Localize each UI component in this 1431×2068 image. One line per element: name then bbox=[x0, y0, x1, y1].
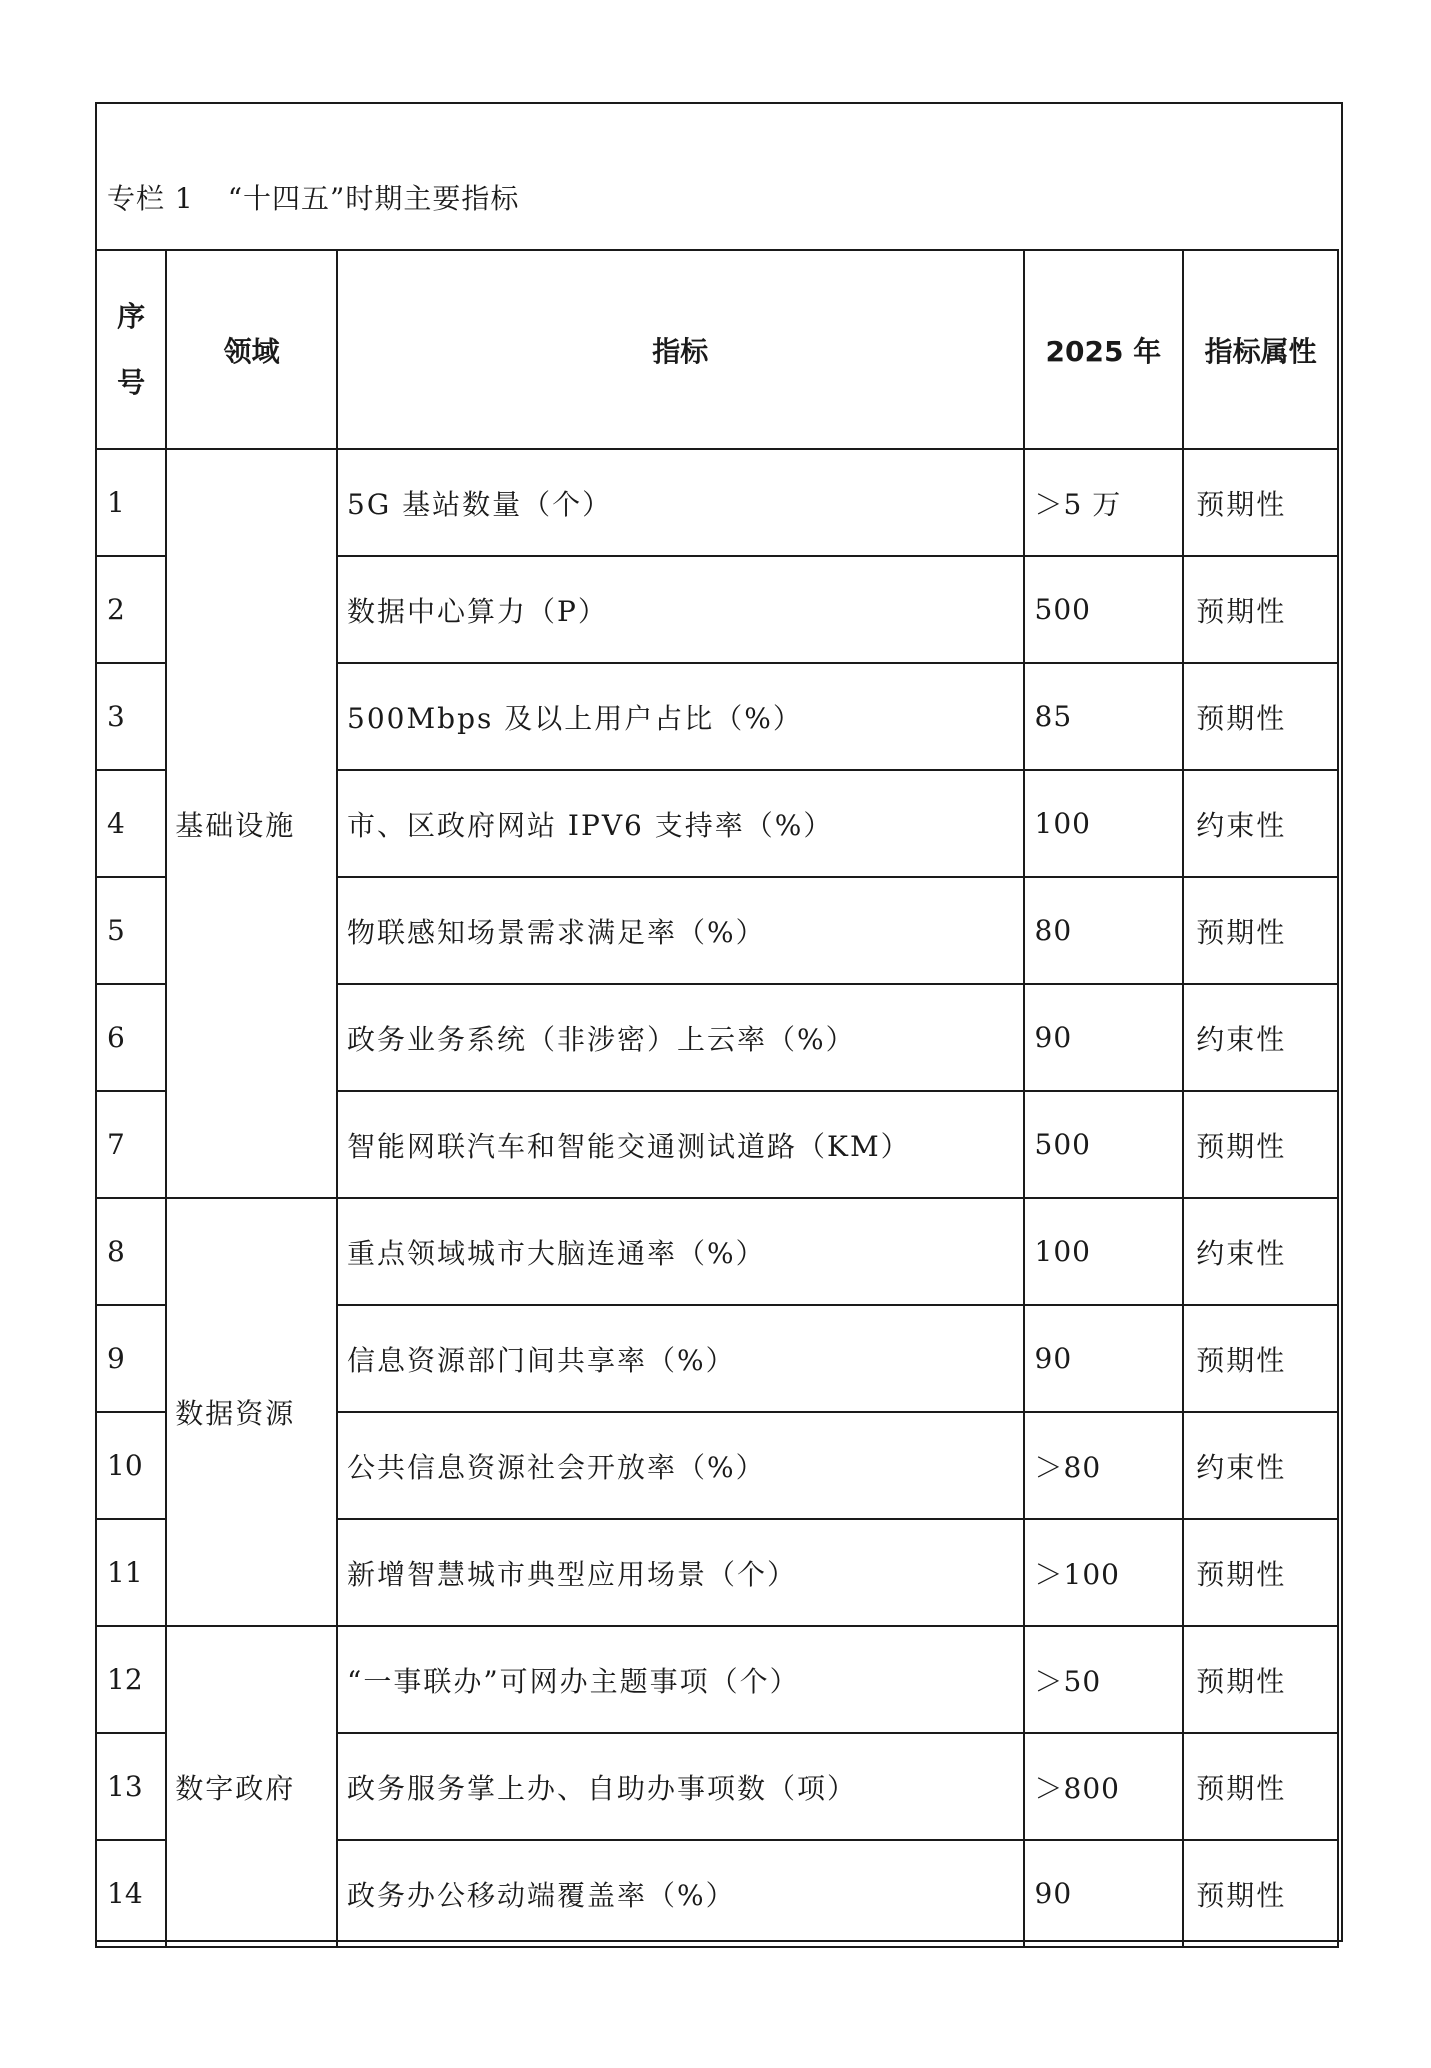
header-seq bbox=[96, 250, 166, 449]
attribute-cell: 预期性 bbox=[1183, 556, 1338, 663]
row-number: 12 bbox=[96, 1626, 166, 1733]
header-year: 2025 年 bbox=[1024, 250, 1184, 449]
target-value-cell: 100 bbox=[1024, 1198, 1184, 1305]
target-value-cell: 500 bbox=[1024, 556, 1184, 663]
row-number: 8 bbox=[96, 1198, 166, 1305]
indicator-cell: 政务办公移动端覆盖率（%） bbox=[337, 1840, 1024, 1947]
target-value-cell: ＞100 bbox=[1024, 1519, 1184, 1626]
row-number: 13 bbox=[96, 1733, 166, 1840]
target-value-cell: 90 bbox=[1024, 1840, 1184, 1947]
target-value-cell: 85 bbox=[1024, 663, 1184, 770]
header-seq-bottom: 号 bbox=[117, 365, 146, 399]
indicator-cell: 5G 基站数量（个） bbox=[337, 449, 1024, 556]
indicator-cell: 信息资源部门间共享率（%） bbox=[337, 1305, 1024, 1412]
domain-cell: 数据资源 bbox=[166, 1198, 337, 1626]
domain-cell: 基础设施 bbox=[166, 449, 337, 1198]
row-number: 9 bbox=[96, 1305, 166, 1412]
caption-label: 专栏 1 bbox=[107, 182, 194, 215]
attribute-cell: 预期性 bbox=[1183, 1626, 1338, 1733]
row-number: 11 bbox=[96, 1519, 166, 1626]
indicator-cell: 重点领域城市大脑连通率（%） bbox=[337, 1198, 1024, 1305]
header-seq-top: 序 bbox=[117, 299, 146, 333]
attribute-cell: 约束性 bbox=[1183, 984, 1338, 1091]
row-number: 10 bbox=[96, 1412, 166, 1519]
table-row bbox=[96, 449, 1338, 556]
target-value-cell: 80 bbox=[1024, 877, 1184, 984]
row-number: 5 bbox=[96, 877, 166, 984]
attribute-cell: 预期性 bbox=[1183, 663, 1338, 770]
caption-title: “十四五”时期主要指标 bbox=[227, 182, 520, 215]
attribute-cell: 预期性 bbox=[1183, 1733, 1338, 1840]
indicator-cell: 智能网联汽车和智能交通测试道路（KM） bbox=[337, 1091, 1024, 1198]
target-value-cell: ＞50 bbox=[1024, 1626, 1184, 1733]
domain-cell: 数字政府 bbox=[166, 1626, 337, 1947]
target-value-cell: 100 bbox=[1024, 770, 1184, 877]
indicator-cell: 物联感知场景需求满足率（%） bbox=[337, 877, 1024, 984]
row-number: 3 bbox=[96, 663, 166, 770]
attribute-cell: 预期性 bbox=[1183, 449, 1338, 556]
target-value-cell: 90 bbox=[1024, 984, 1184, 1091]
attribute-cell: 预期性 bbox=[1183, 1091, 1338, 1198]
row-number: 7 bbox=[96, 1091, 166, 1198]
header-indicator: 指标 bbox=[337, 250, 1024, 449]
target-value-cell: ＞80 bbox=[1024, 1412, 1184, 1519]
target-value-cell: 90 bbox=[1024, 1305, 1184, 1412]
attribute-cell: 预期性 bbox=[1183, 1305, 1338, 1412]
row-number: 1 bbox=[96, 449, 166, 556]
table-body bbox=[96, 449, 1338, 1947]
indicator-cell: 500Mbps 及以上用户占比（%） bbox=[337, 663, 1024, 770]
indicator-cell: 公共信息资源社会开放率（%） bbox=[337, 1412, 1024, 1519]
target-value-cell: ＞5 万 bbox=[1024, 449, 1184, 556]
attribute-cell: 约束性 bbox=[1183, 1198, 1338, 1305]
indicator-cell: “一事联办”可网办主题事项（个） bbox=[337, 1626, 1024, 1733]
attribute-cell: 预期性 bbox=[1183, 1519, 1338, 1626]
indicator-cell: 数据中心算力（P） bbox=[337, 556, 1024, 663]
indicator-cell: 政务业务系统（非涉密）上云率（%） bbox=[337, 984, 1024, 1091]
table-row bbox=[96, 1626, 1338, 1733]
indicator-table bbox=[95, 249, 1339, 1948]
row-number: 6 bbox=[96, 984, 166, 1091]
indicator-cell: 新增智慧城市典型应用场景（个） bbox=[337, 1519, 1024, 1626]
indicator-table-frame bbox=[95, 102, 1343, 1942]
target-value-cell: ＞800 bbox=[1024, 1733, 1184, 1840]
table-row bbox=[96, 1198, 1338, 1305]
row-number: 14 bbox=[96, 1840, 166, 1947]
target-value-cell: 500 bbox=[1024, 1091, 1184, 1198]
header-domain: 领域 bbox=[166, 250, 337, 449]
indicator-cell: 政务服务掌上办、自助办事项数（项） bbox=[337, 1733, 1024, 1840]
table-caption bbox=[107, 177, 519, 217]
header-row bbox=[96, 250, 1338, 449]
attribute-cell: 预期性 bbox=[1183, 1840, 1338, 1947]
row-number: 2 bbox=[96, 556, 166, 663]
row-number: 4 bbox=[96, 770, 166, 877]
attribute-cell: 约束性 bbox=[1183, 1412, 1338, 1519]
attribute-cell: 约束性 bbox=[1183, 770, 1338, 877]
indicator-cell: 市、区政府网站 IPV6 支持率（%） bbox=[337, 770, 1024, 877]
attribute-cell: 预期性 bbox=[1183, 877, 1338, 984]
header-attribute: 指标属性 bbox=[1183, 250, 1338, 449]
